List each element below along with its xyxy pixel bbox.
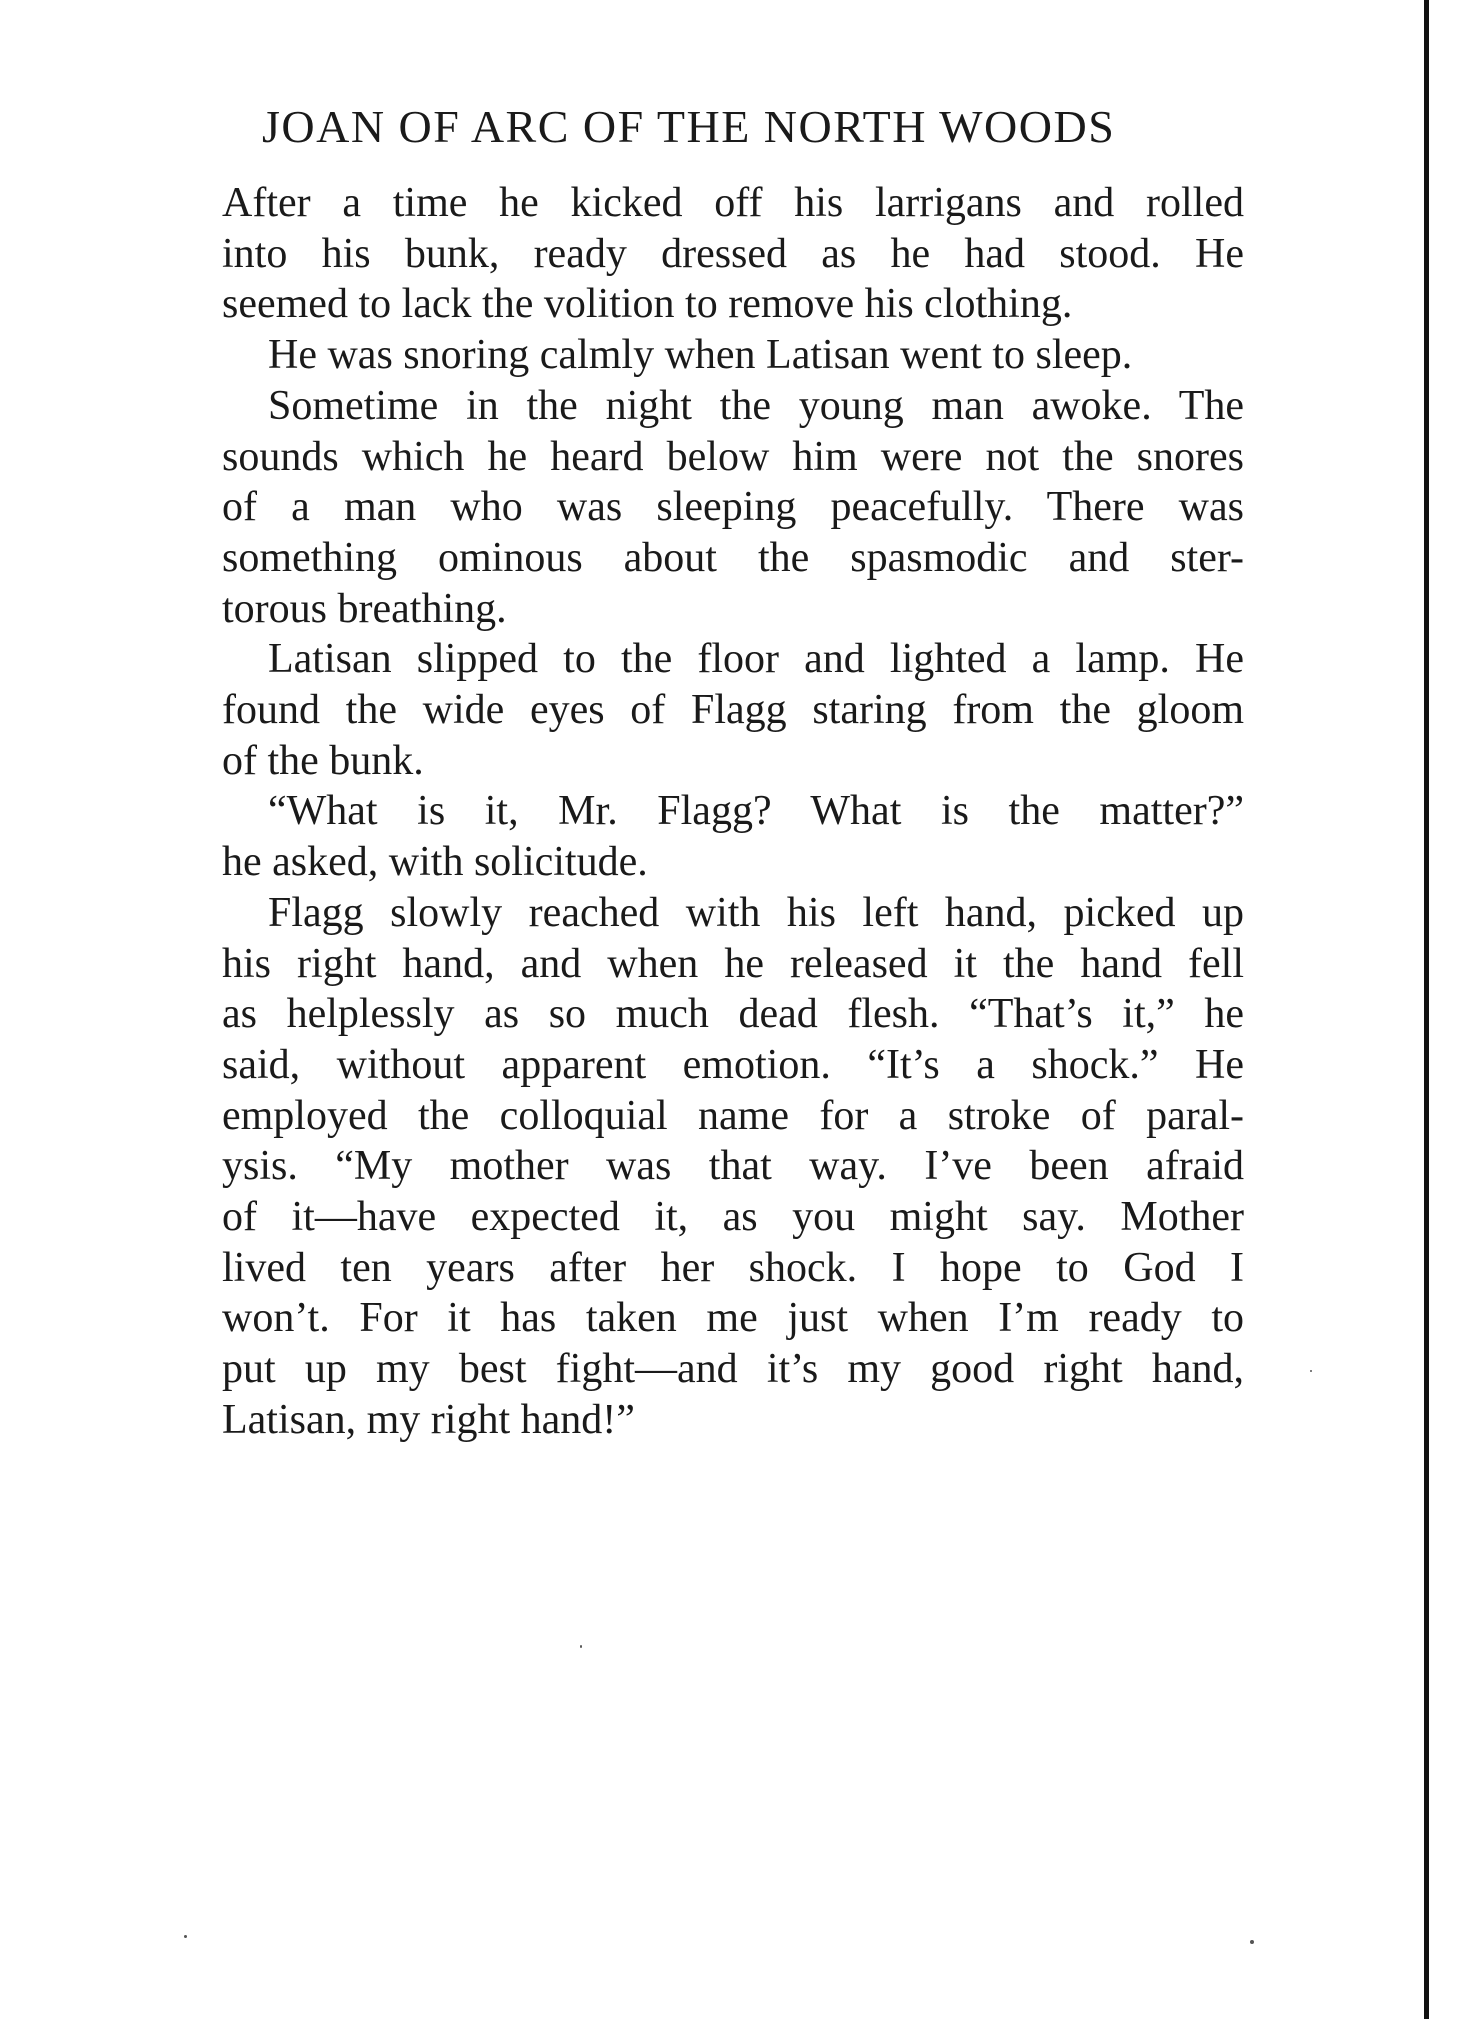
text-line: employed the colloquial name for a stroke of paral- bbox=[222, 1092, 1244, 1139]
paragraph bbox=[222, 786, 1244, 887]
text-line: won’t. For it has taken me just when I’m ready to bbox=[222, 1295, 1244, 1342]
running-head: JOAN OF ARC OF THE NORTH WOODS bbox=[262, 101, 1116, 152]
text-line: as helplessly as so much dead flesh. “That’s it,” he bbox=[222, 991, 1244, 1038]
text-line: Latisan, my right hand!” bbox=[222, 1396, 635, 1443]
paragraph bbox=[222, 381, 1244, 635]
text-line: Sometime in the night the young man awoke. The bbox=[268, 382, 1244, 429]
text-line: of it—have expected it, as you might say. Mother bbox=[222, 1194, 1244, 1241]
text-line: He was snoring calmly when Latisan went to sleep. bbox=[268, 332, 1133, 379]
paper-speck bbox=[184, 1935, 187, 1938]
paragraph bbox=[222, 178, 1244, 330]
text-line: said, without apparent emotion. “It’s a shock.” He bbox=[222, 1041, 1244, 1088]
text-line: of a man who was sleeping peacefully. There was bbox=[222, 484, 1244, 531]
text-line: ysis. “My mother was that way. I’ve been afraid bbox=[222, 1143, 1244, 1190]
text-line: torous breathing. bbox=[222, 585, 507, 632]
paragraph bbox=[222, 888, 1244, 1446]
text-line: put up my best fight—and it’s my good right hand, bbox=[222, 1346, 1244, 1393]
page-edge-shadow bbox=[1424, 0, 1429, 2019]
paper-speck bbox=[1310, 1370, 1312, 1372]
text-line: of the bunk. bbox=[222, 737, 424, 784]
paragraph bbox=[222, 330, 1244, 381]
body-text bbox=[222, 178, 1244, 1446]
text-line: something ominous about the spasmodic and ster- bbox=[222, 534, 1244, 581]
paper-speck bbox=[580, 1645, 582, 1648]
text-line: his right hand, and when he released it the hand fell bbox=[222, 940, 1244, 987]
text-line: he asked, with solicitude. bbox=[222, 839, 648, 886]
text-line: sounds which he heard below him were not the snores bbox=[222, 433, 1244, 480]
text-line: lived ten years after her shock. I hope to God I bbox=[222, 1244, 1244, 1291]
text-line: Latisan slipped to the floor and lighted a lamp. He bbox=[268, 636, 1244, 683]
text-line: “What is it, Mr. Flagg? What is the matter?” bbox=[268, 788, 1244, 835]
text-line: seemed to lack the volition to remove his clothing. bbox=[222, 281, 1073, 328]
text-line: found the wide eyes of Flagg staring from the gloom bbox=[222, 687, 1244, 734]
text-line: into his bunk, ready dressed as he had stood. He bbox=[222, 230, 1244, 277]
paper-speck bbox=[1250, 1940, 1254, 1944]
text-line: After a time he kicked off his larrigans and rolled bbox=[222, 180, 1244, 226]
paragraph bbox=[222, 634, 1244, 786]
text-line: Flagg slowly reached with his left hand, picked up bbox=[268, 889, 1244, 936]
